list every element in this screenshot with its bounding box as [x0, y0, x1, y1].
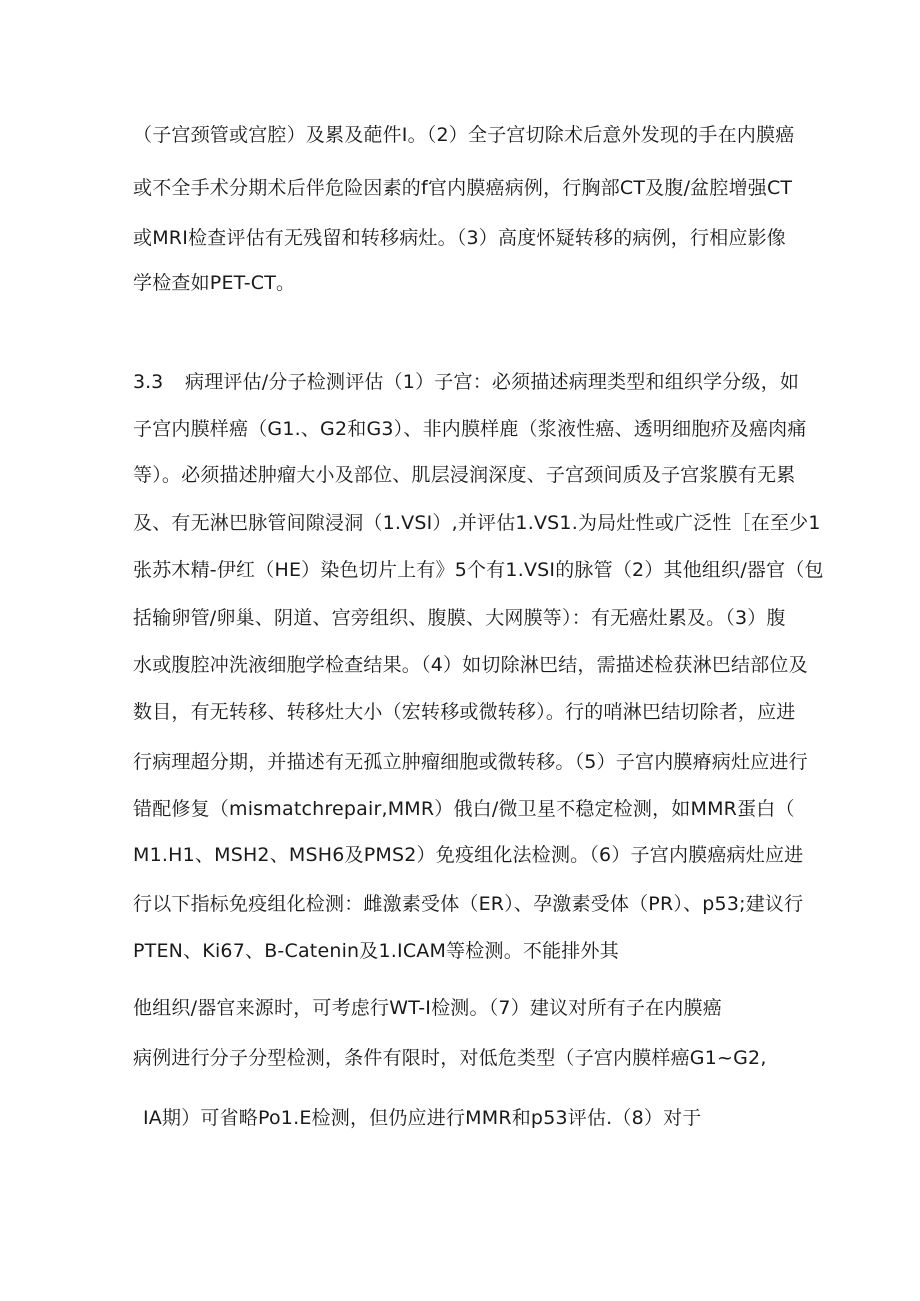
section-line-12: 行以下指标免疫组化检测：雌激素受体（ER）、孕激素受体（PR）、p53;建议行 [133, 893, 804, 915]
tail-line-2: 病例进行分子分型检测，条件有限时，对低危类型（子宫内膜样癌G1~G2, [133, 1047, 767, 1069]
section-line-9: 行病理超分期，并描述有无孤立肿瘤细胞或微转移。（5）子宫内膜瘠病灶应进行 [133, 751, 808, 773]
section-line-5: 张苏木精-伊红（HE）染色切片上有》5个有1.VSI的脉管（2）其他组织/器官（包 [133, 559, 824, 581]
tail-line-1: 他组织/器官来源时，可考虑行WT-I检测。（7）建议对所有子在内膜癌 [133, 997, 722, 1019]
section-line-8: 数目，有无转移、转移灶大小（宏转移或微转移）。行的哨淋巴结切除者，应进 [133, 701, 796, 723]
section-line-10: 错配修复（mismatchrepair,MMR）俄白/微卫星不稳定检测，如MMR蛋白（ [133, 798, 795, 820]
tail-line-3: IA期）可省略Po1.E检测，但仍应进行MMR和p53评估.（8）对于 [143, 1107, 702, 1129]
paragraph1-line-4: 学检查如PET-CT。 [133, 272, 296, 294]
section-line-3: 等）。必须描述肿瘤大小及部位、肌层浸润深度、子宫颈间质及子宫浆膜有无累 [133, 464, 796, 486]
section-line-6: 括输卵管/卵巢、阴道、宫旁组织、腹膜、大网膜等）：有无癌灶累及。（3）腹 [133, 607, 786, 629]
section-line-11: M1.H1、MSH2、MSH6及PMS2）免疫组化法检测。（6）子宫内膜癌病灶应进 [133, 844, 804, 866]
section-line-4: 及、有无淋巴脉管间隙浸洞（1.VSI）,并评估1.VS1.为局灶性或广泛性［在至少1 [133, 512, 821, 534]
section-line-2: 子宫内膜样癌（G1.、G2和G3）、非内膜样鹿（浆液性癌、透明细胞疥及癌肉痛 [133, 418, 807, 440]
section-number: 3.3 [133, 371, 164, 393]
paragraph1-line-3: 或MRI检查评估有无残留和转移病灶。（3）高度怀疑转移的病例，行相应影像 [133, 227, 786, 249]
paragraph1-line-1: （子宫颈管或宫腔）及累及葩件I。（2）全子宫切除术后意外发现的手在内膜癌 [133, 124, 795, 146]
section-line-1: 病理评估/分子检测评估（1）子宫：必须描述病理类型和组织学分级，如 [185, 371, 800, 393]
section-line-7: 水或腹腔冲洗液细胞学检查结果。（4）如切除淋巴结，需描述检获淋巴结部位及 [133, 654, 808, 676]
paragraph1-line-2: 或不全手术分期术后伴危险因素的f官内膜癌病例，行胸部CT及腹/盆腔增强CT [133, 177, 793, 199]
section-line-13: PTEN、Ki67、B-Catenin及1.ICAM等检测。不能排外其 [133, 940, 619, 962]
